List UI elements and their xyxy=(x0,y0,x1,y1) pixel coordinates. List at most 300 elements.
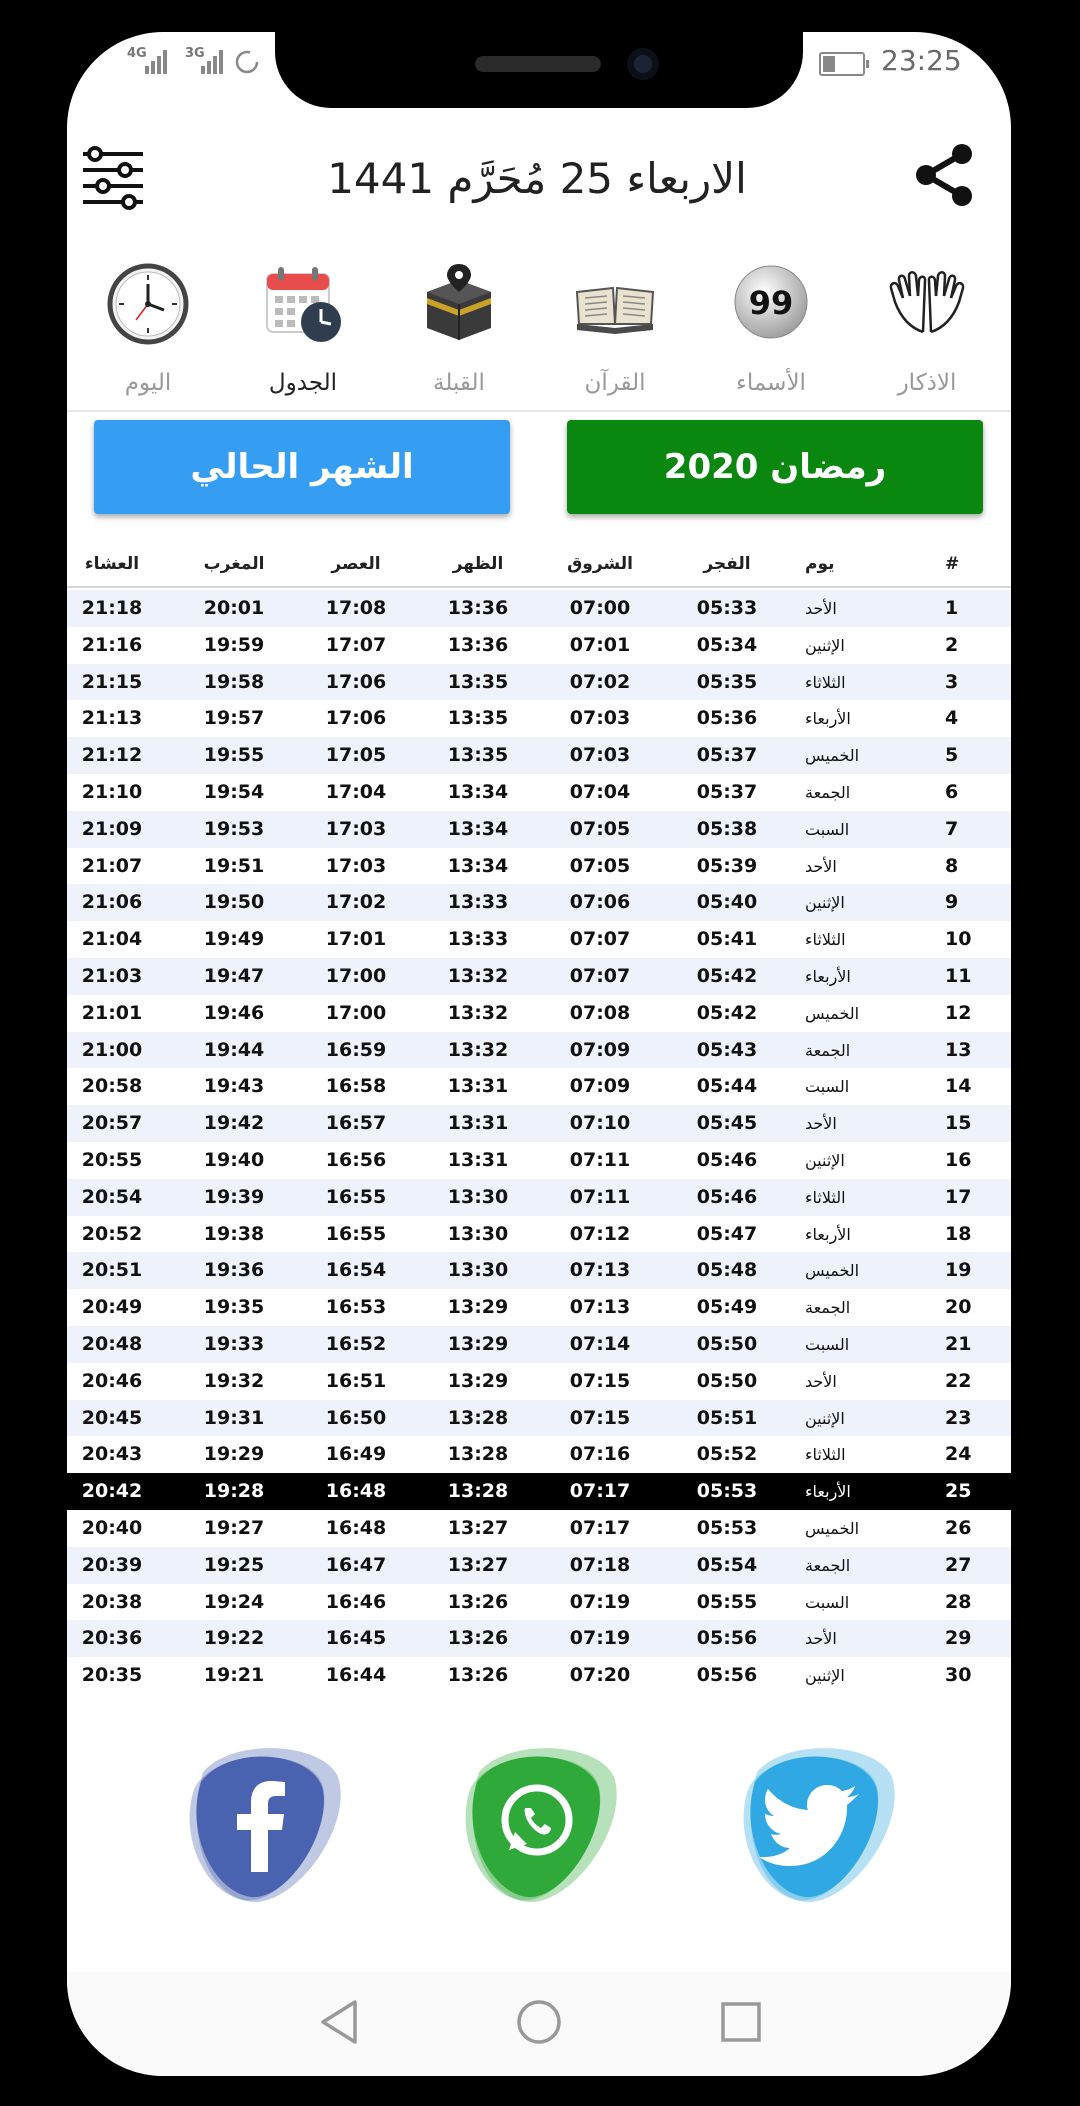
cell-asr: 16:50 xyxy=(325,1406,387,1429)
calendar-icon xyxy=(261,262,345,346)
cell-isha: 21:04 xyxy=(81,928,143,951)
cell-isha: 20:52 xyxy=(81,1222,143,1245)
cell-dhuhr: 13:27 xyxy=(447,1516,509,1539)
cell-day-name: الأربعاء xyxy=(805,1224,851,1244)
cell-number: 28 xyxy=(945,1590,972,1613)
table-row xyxy=(67,1179,1011,1216)
share-button[interactable] xyxy=(912,142,978,208)
cell-isha: 20:38 xyxy=(81,1590,143,1613)
home-icon xyxy=(513,1996,565,2048)
cell-dhuhr: 13:29 xyxy=(447,1369,509,1392)
cell-asr: 16:47 xyxy=(325,1553,387,1576)
cell-sunrise: 07:07 xyxy=(569,964,631,987)
settings-sliders-button[interactable] xyxy=(79,142,147,210)
cell-sunrise: 07:12 xyxy=(569,1222,631,1245)
nav-qibla[interactable] xyxy=(381,262,537,402)
nav-qibla-label: القبلة xyxy=(433,370,485,396)
cell-maghrib: 19:29 xyxy=(203,1443,265,1466)
cell-number: 4 xyxy=(945,707,959,730)
cell-asr: 17:01 xyxy=(325,928,387,951)
cell-isha: 20:48 xyxy=(81,1332,143,1355)
table-row xyxy=(67,1547,1011,1584)
cell-asr: 16:44 xyxy=(325,1664,387,1687)
battery-icon xyxy=(819,52,865,76)
facebook-button[interactable] xyxy=(173,1732,353,1912)
cell-fajr: 05:39 xyxy=(696,854,758,877)
nav-adhkar-label: الاذكار xyxy=(897,370,957,396)
cell-asr: 17:04 xyxy=(325,780,387,803)
cell-fajr: 05:34 xyxy=(696,633,758,656)
cell-dhuhr: 13:32 xyxy=(447,1001,509,1024)
cell-sunrise: 07:16 xyxy=(569,1443,631,1466)
cell-day-name: الثلاثاء xyxy=(805,672,846,692)
cell-fajr: 05:55 xyxy=(696,1590,758,1613)
cell-number: 16 xyxy=(945,1148,972,1171)
cell-sunrise: 07:07 xyxy=(569,928,631,951)
cell-asr: 16:51 xyxy=(325,1369,387,1392)
cell-fajr: 05:42 xyxy=(696,1001,758,1024)
cell-maghrib: 19:33 xyxy=(203,1332,265,1355)
cell-number: 7 xyxy=(945,817,959,840)
cell-maghrib: 19:42 xyxy=(203,1112,265,1135)
cell-sunrise: 07:18 xyxy=(569,1553,631,1576)
cell-number: 19 xyxy=(945,1259,972,1282)
share-icon xyxy=(912,142,978,208)
system-navigation-bar xyxy=(67,1972,1011,2076)
cell-number: 9 xyxy=(945,891,959,914)
cell-day-name: الجمعة xyxy=(805,1298,851,1318)
cell-fajr: 05:53 xyxy=(696,1480,758,1503)
cell-number: 15 xyxy=(945,1112,972,1135)
cell-dhuhr: 13:35 xyxy=(447,744,509,767)
notch xyxy=(275,32,803,108)
cell-sunrise: 07:05 xyxy=(569,854,631,877)
cell-sunrise: 07:03 xyxy=(569,707,631,730)
cell-fajr: 05:43 xyxy=(696,1038,758,1061)
cell-day-name: السبت xyxy=(805,1592,850,1612)
cell-sunrise: 07:19 xyxy=(569,1590,631,1613)
cell-maghrib: 19:38 xyxy=(203,1222,265,1245)
cell-day-name: الجمعة xyxy=(805,782,851,802)
nav-quran[interactable] xyxy=(537,262,693,402)
cell-sunrise: 07:15 xyxy=(569,1406,631,1429)
cell-asr: 16:55 xyxy=(325,1222,387,1245)
cell-number: 11 xyxy=(945,964,972,987)
table-row xyxy=(67,1105,1011,1142)
cell-asr: 16:55 xyxy=(325,1185,387,1208)
cell-sunrise: 07:14 xyxy=(569,1332,631,1355)
table-row xyxy=(67,1620,1011,1657)
cell-number: 27 xyxy=(945,1553,972,1576)
cell-maghrib: 19:21 xyxy=(203,1664,265,1687)
cell-fajr: 05:49 xyxy=(696,1296,758,1319)
cell-dhuhr: 13:32 xyxy=(447,1038,509,1061)
header-number: # xyxy=(945,554,960,574)
cell-asr: 16:49 xyxy=(325,1443,387,1466)
cell-maghrib: 19:24 xyxy=(203,1590,265,1613)
cell-dhuhr: 13:26 xyxy=(447,1627,509,1650)
cell-number: 10 xyxy=(945,928,972,951)
cell-day-name: الإثنين xyxy=(805,1408,845,1428)
cell-sunrise: 07:17 xyxy=(569,1516,631,1539)
cell-fajr: 05:42 xyxy=(696,964,758,987)
cell-maghrib: 19:40 xyxy=(203,1148,265,1171)
99-names-icon xyxy=(729,262,813,346)
cell-fajr: 05:56 xyxy=(696,1664,758,1687)
nav-today[interactable] xyxy=(70,262,226,402)
cell-maghrib: 19:43 xyxy=(203,1075,265,1098)
cell-day-name: الأربعاء xyxy=(805,1482,851,1502)
cell-fajr: 05:40 xyxy=(696,891,758,914)
cell-number: 25 xyxy=(945,1480,972,1503)
cell-sunrise: 07:10 xyxy=(569,1112,631,1135)
header-sunrise: الشروق xyxy=(567,554,633,574)
cell-dhuhr: 13:31 xyxy=(447,1112,509,1135)
prayer-times-table xyxy=(67,590,1011,1694)
cell-isha: 21:12 xyxy=(81,744,143,767)
cell-fajr: 05:50 xyxy=(696,1369,758,1392)
table-row xyxy=(67,1142,1011,1179)
table-row xyxy=(67,1584,1011,1621)
cell-maghrib: 19:31 xyxy=(203,1406,265,1429)
header-day: يوم xyxy=(805,554,835,574)
nav-schedule[interactable] xyxy=(225,262,381,402)
cell-isha: 21:09 xyxy=(81,817,143,840)
cell-fajr: 05:38 xyxy=(696,817,758,840)
table-row xyxy=(67,590,1011,627)
cell-number: 5 xyxy=(945,744,959,767)
cell-maghrib: 19:36 xyxy=(203,1259,265,1282)
cell-number: 29 xyxy=(945,1627,972,1650)
cell-maghrib: 19:57 xyxy=(203,707,265,730)
cell-dhuhr: 13:28 xyxy=(447,1480,509,1503)
speaker xyxy=(475,56,601,72)
cell-fajr: 05:54 xyxy=(696,1553,758,1576)
cell-dhuhr: 13:26 xyxy=(447,1590,509,1613)
cell-fajr: 05:46 xyxy=(696,1148,758,1171)
cell-day-name: الجمعة xyxy=(805,1555,851,1575)
header-asr: العصر xyxy=(331,554,381,574)
cell-fajr: 05:45 xyxy=(696,1112,758,1135)
cell-sunrise: 07:03 xyxy=(569,744,631,767)
table-row xyxy=(67,1289,1011,1326)
cell-sunrise: 07:20 xyxy=(569,1664,631,1687)
cell-sunrise: 07:09 xyxy=(569,1075,631,1098)
cell-dhuhr: 13:27 xyxy=(447,1553,509,1576)
home-button[interactable] xyxy=(513,1996,565,2052)
table-row xyxy=(67,1068,1011,1105)
cell-asr: 16:54 xyxy=(325,1259,387,1282)
cell-sunrise: 07:09 xyxy=(569,1038,631,1061)
nav-adhkar[interactable] xyxy=(849,262,1005,402)
cell-isha: 21:01 xyxy=(81,1001,143,1024)
cell-fajr: 05:37 xyxy=(696,744,758,767)
table-row xyxy=(67,1032,1011,1069)
cell-fajr: 05:51 xyxy=(696,1406,758,1429)
cell-maghrib: 19:35 xyxy=(203,1296,265,1319)
cell-day-name: الخميس xyxy=(805,1003,860,1023)
cell-isha: 20:58 xyxy=(81,1075,143,1098)
cell-day-name: الأربعاء xyxy=(805,709,851,729)
cell-isha: 21:00 xyxy=(81,1038,143,1061)
table-row xyxy=(67,1510,1011,1547)
cell-day-name: الإثنين xyxy=(805,1150,845,1170)
cell-day-name: الثلاثاء xyxy=(805,930,846,950)
kaaba-icon xyxy=(417,262,501,346)
current-month-button[interactable]: الشهر الحالي xyxy=(94,420,510,514)
cell-isha: 20:35 xyxy=(81,1664,143,1687)
header-maghrib: المغرب xyxy=(203,554,265,574)
cell-isha: 21:18 xyxy=(81,597,143,619)
network-type-1: 4G xyxy=(127,46,147,61)
cell-isha: 21:13 xyxy=(81,707,143,730)
cell-maghrib: 19:39 xyxy=(203,1185,265,1208)
table-row xyxy=(67,774,1011,811)
cell-maghrib: 19:50 xyxy=(203,891,265,914)
cell-maghrib: 19:54 xyxy=(203,780,265,803)
cell-isha: 20:49 xyxy=(81,1296,143,1319)
cell-dhuhr: 13:30 xyxy=(447,1185,509,1208)
cell-day-name: الخميس xyxy=(805,1518,860,1538)
table-row xyxy=(67,1216,1011,1253)
camera xyxy=(627,48,659,80)
cell-isha: 21:16 xyxy=(81,633,143,656)
cell-dhuhr: 13:30 xyxy=(447,1222,509,1245)
recents-icon xyxy=(715,1996,767,2048)
cell-dhuhr: 13:34 xyxy=(447,780,509,803)
cell-day-name: الأحد xyxy=(805,1114,837,1134)
facebook-icon xyxy=(173,1732,353,1912)
signal-icon-2 xyxy=(201,48,229,74)
cell-isha: 21:15 xyxy=(81,670,143,693)
cell-maghrib: 19:44 xyxy=(203,1038,265,1061)
cell-isha: 20:51 xyxy=(81,1259,143,1282)
cell-number: 14 xyxy=(945,1075,972,1098)
cell-number: 22 xyxy=(945,1369,972,1392)
cell-number: 13 xyxy=(945,1038,972,1061)
network-type-2: 3G xyxy=(185,46,205,61)
recents-button[interactable] xyxy=(715,1996,767,2052)
table-row xyxy=(67,958,1011,995)
cell-fajr: 05:48 xyxy=(696,1259,758,1282)
cell-fajr: 05:33 xyxy=(696,597,758,619)
cell-asr: 17:08 xyxy=(325,597,387,619)
table-row xyxy=(67,1436,1011,1473)
cell-dhuhr: 13:29 xyxy=(447,1296,509,1319)
cell-fajr: 05:44 xyxy=(696,1075,758,1098)
cell-number: 21 xyxy=(945,1332,972,1355)
cell-number: 24 xyxy=(945,1443,972,1466)
cell-maghrib: 19:47 xyxy=(203,964,265,987)
cell-sunrise: 07:00 xyxy=(569,597,631,619)
header-dhuhr: الظهر xyxy=(452,554,504,574)
phone-screen xyxy=(67,32,1011,2076)
cell-isha: 21:10 xyxy=(81,780,143,803)
nav-today-label: اليوم xyxy=(124,370,172,396)
cell-number: 23 xyxy=(945,1406,972,1429)
cell-dhuhr: 13:31 xyxy=(447,1075,509,1098)
table-row xyxy=(67,664,1011,701)
signal-icon xyxy=(145,48,173,74)
table-row xyxy=(67,995,1011,1032)
cell-isha: 20:45 xyxy=(81,1406,143,1429)
cell-dhuhr: 13:32 xyxy=(447,964,509,987)
cell-isha: 20:55 xyxy=(81,1148,143,1171)
praying-hands-icon xyxy=(885,262,969,346)
cell-sunrise: 07:08 xyxy=(569,1001,631,1024)
cell-day-name: السبت xyxy=(805,1334,850,1354)
cell-number: 2 xyxy=(945,633,959,656)
cell-day-name: الخميس xyxy=(805,1261,860,1281)
nav-schedule-label: الجدول xyxy=(268,370,338,396)
cell-fajr: 05:53 xyxy=(696,1516,758,1539)
cell-dhuhr: 13:30 xyxy=(447,1259,509,1282)
cell-asr: 16:46 xyxy=(325,1590,387,1613)
cell-sunrise: 07:02 xyxy=(569,670,631,693)
cell-day-name: الجمعة xyxy=(805,1040,851,1060)
table-row-today xyxy=(67,1473,1011,1510)
cell-asr: 16:48 xyxy=(325,1516,387,1539)
cell-day-name: الإثنين xyxy=(805,1666,845,1686)
cell-fajr: 05:50 xyxy=(696,1332,758,1355)
cell-day-name: الأحد xyxy=(805,1371,837,1391)
cell-dhuhr: 13:36 xyxy=(447,633,509,656)
page-title: الاربعاء 25 مُحَرَّم 1441 xyxy=(327,154,747,203)
cell-isha: 20:43 xyxy=(81,1443,143,1466)
cell-isha: 20:46 xyxy=(81,1369,143,1392)
cell-number: 1 xyxy=(945,597,959,619)
cell-dhuhr: 13:34 xyxy=(447,817,509,840)
nav-names-label: الأسماء xyxy=(736,370,806,396)
cell-day-name: الخميس xyxy=(805,746,860,766)
cell-dhuhr: 13:28 xyxy=(447,1443,509,1466)
cell-fajr: 05:56 xyxy=(696,1627,758,1650)
cell-number: 17 xyxy=(945,1185,972,1208)
table-row xyxy=(67,1363,1011,1400)
cell-fajr: 05:41 xyxy=(696,928,758,951)
cell-dhuhr: 13:35 xyxy=(447,670,509,693)
twitter-button[interactable] xyxy=(727,1732,907,1912)
cell-maghrib: 20:01 xyxy=(203,597,265,619)
cell-asr: 17:03 xyxy=(325,817,387,840)
cell-sunrise: 07:11 xyxy=(569,1148,631,1171)
cell-day-name: الإثنين xyxy=(805,635,845,655)
cell-day-name: الإثنين xyxy=(805,893,845,913)
cell-sunrise: 07:15 xyxy=(569,1369,631,1392)
cell-sunrise: 07:11 xyxy=(569,1185,631,1208)
cell-maghrib: 19:28 xyxy=(203,1480,265,1503)
table-row xyxy=(67,627,1011,664)
cell-fajr: 05:37 xyxy=(696,780,758,803)
cell-fajr: 05:35 xyxy=(696,670,758,693)
cell-asr: 16:48 xyxy=(325,1480,387,1503)
table-row xyxy=(67,811,1011,848)
cell-asr: 16:58 xyxy=(325,1075,387,1098)
cell-sunrise: 07:01 xyxy=(569,633,631,656)
cell-number: 30 xyxy=(945,1664,972,1687)
cell-dhuhr: 13:33 xyxy=(447,928,509,951)
cell-number: 20 xyxy=(945,1296,972,1319)
nav-names[interactable] xyxy=(693,262,849,402)
cell-asr: 17:03 xyxy=(325,854,387,877)
cell-day-name: الأحد xyxy=(805,1629,837,1649)
table-row xyxy=(67,848,1011,885)
cell-asr: 17:00 xyxy=(325,1001,387,1024)
cell-day-name: الأربعاء xyxy=(805,966,851,986)
header-isha: العشاء xyxy=(84,554,140,574)
table-row xyxy=(67,1252,1011,1289)
cell-isha: 21:03 xyxy=(81,964,143,987)
cell-asr: 17:05 xyxy=(325,744,387,767)
cell-isha: 20:40 xyxy=(81,1516,143,1539)
cell-isha: 20:54 xyxy=(81,1185,143,1208)
nav-quran-label: القرآن xyxy=(584,370,646,396)
cell-day-name: الثلاثاء xyxy=(805,1187,846,1207)
clock-icon xyxy=(106,262,190,346)
cell-sunrise: 07:05 xyxy=(569,817,631,840)
cell-maghrib: 19:25 xyxy=(203,1553,265,1576)
table-header xyxy=(67,552,1011,588)
cell-maghrib: 19:58 xyxy=(203,670,265,693)
cell-maghrib: 19:22 xyxy=(203,1627,265,1650)
cell-asr: 16:53 xyxy=(325,1296,387,1319)
cell-asr: 17:07 xyxy=(325,633,387,656)
cell-dhuhr: 13:34 xyxy=(447,854,509,877)
cell-day-name: الثلاثاء xyxy=(805,1445,846,1465)
cell-sunrise: 07:13 xyxy=(569,1296,631,1319)
cell-fajr: 05:52 xyxy=(696,1443,758,1466)
cell-day-name: السبت xyxy=(805,819,850,839)
cell-maghrib: 19:51 xyxy=(203,854,265,877)
cell-number: 26 xyxy=(945,1516,972,1539)
cell-number: 18 xyxy=(945,1222,972,1245)
cell-asr: 16:45 xyxy=(325,1627,387,1650)
cell-asr: 16:52 xyxy=(325,1332,387,1355)
table-row xyxy=(67,737,1011,774)
cell-fajr: 05:46 xyxy=(696,1185,758,1208)
sync-icon xyxy=(235,50,261,76)
cell-asr: 17:00 xyxy=(325,964,387,987)
cell-dhuhr: 13:29 xyxy=(447,1332,509,1355)
table-row xyxy=(67,1326,1011,1363)
cell-maghrib: 19:53 xyxy=(203,817,265,840)
cell-sunrise: 07:06 xyxy=(569,891,631,914)
whatsapp-button[interactable] xyxy=(449,1732,629,1912)
cell-asr: 16:57 xyxy=(325,1112,387,1135)
back-button[interactable] xyxy=(315,1996,367,2052)
cell-isha: 20:39 xyxy=(81,1553,143,1576)
sliders-icon xyxy=(79,142,147,210)
cell-isha: 20:57 xyxy=(81,1112,143,1135)
table-row xyxy=(67,921,1011,958)
cell-maghrib: 19:32 xyxy=(203,1369,265,1392)
cell-isha: 20:42 xyxy=(81,1480,143,1503)
cell-isha: 21:06 xyxy=(81,891,143,914)
cell-fajr: 05:47 xyxy=(696,1222,758,1245)
ramadan-button[interactable]: رمضان 2020 xyxy=(567,420,983,514)
cell-dhuhr: 13:31 xyxy=(447,1148,509,1171)
back-icon xyxy=(315,1996,367,2048)
svg-text:99: 99 xyxy=(748,284,794,322)
table-row xyxy=(67,700,1011,737)
quran-icon xyxy=(573,262,657,346)
cell-number: 8 xyxy=(945,854,959,877)
cell-dhuhr: 13:36 xyxy=(447,597,509,619)
cell-fajr: 05:36 xyxy=(696,707,758,730)
cell-day-name: الأحد xyxy=(805,599,837,618)
cell-sunrise: 07:04 xyxy=(569,780,631,803)
cell-number: 12 xyxy=(945,1001,972,1024)
